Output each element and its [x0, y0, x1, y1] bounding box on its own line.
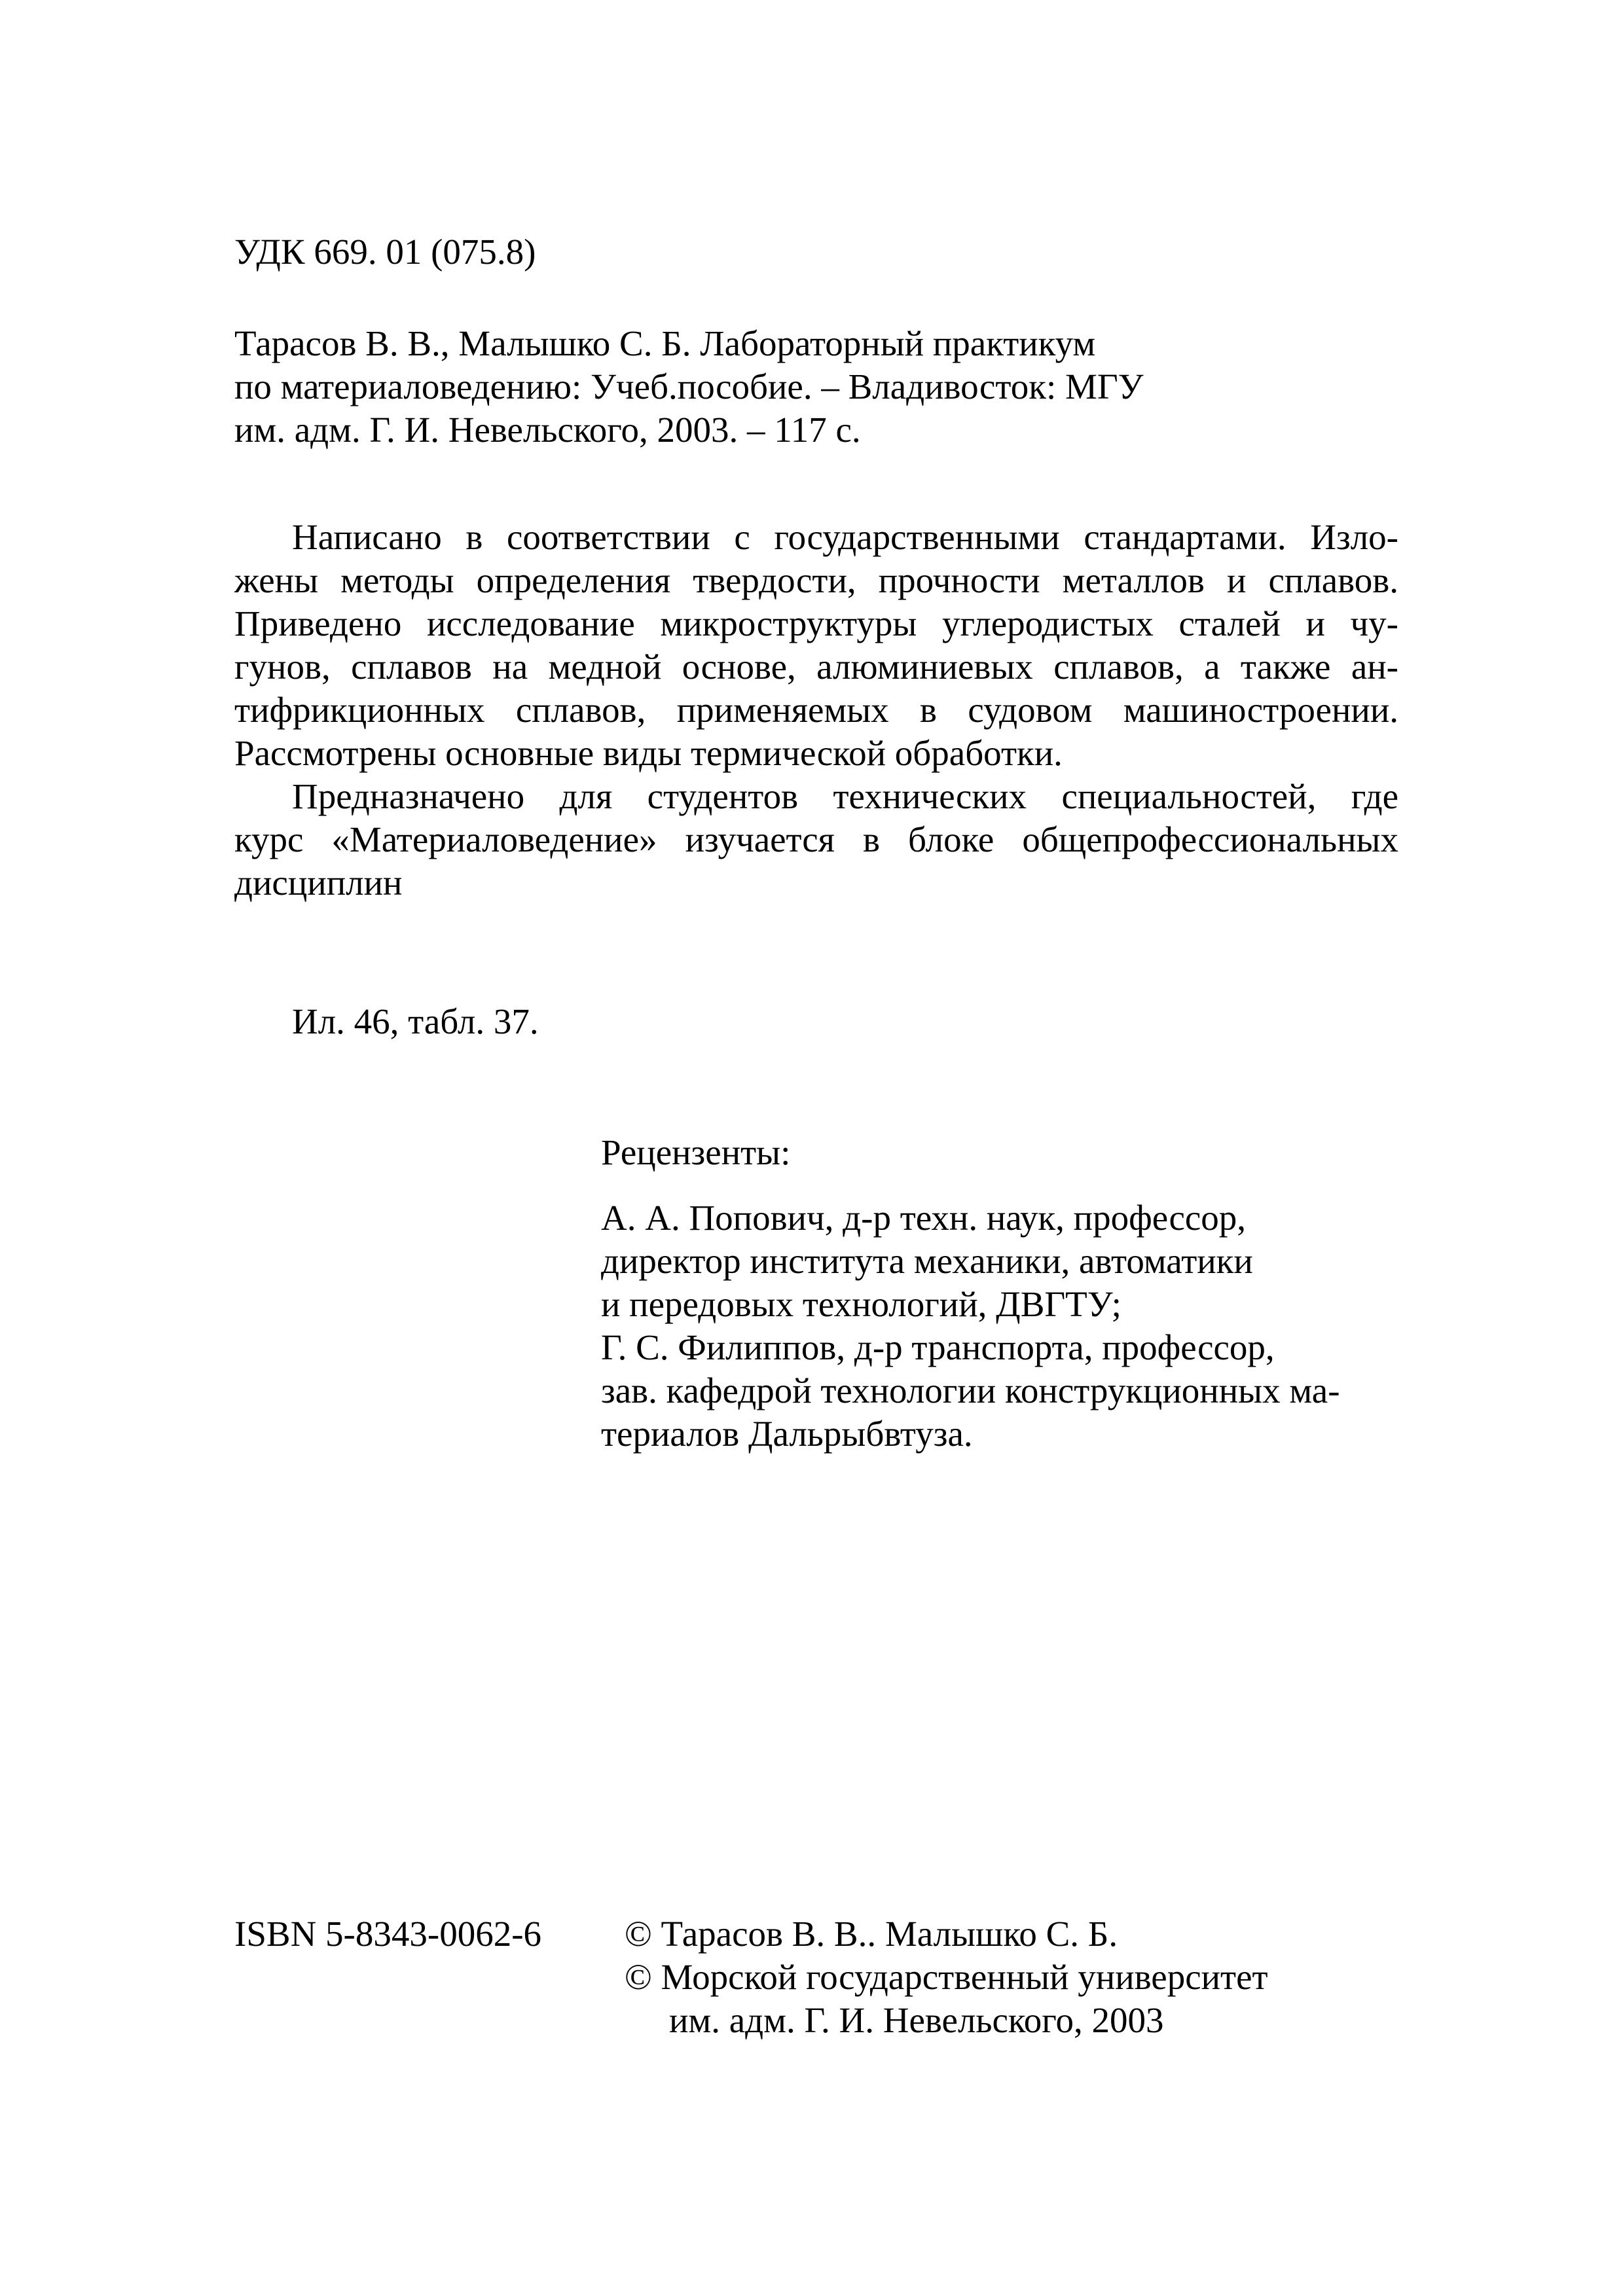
isbn: [234, 1912, 541, 1956]
udk-line: УДК 669. 01 (075.8): [234, 232, 536, 272]
abstract-line: гунов, сплавов на медной основе, алюминиевых сплавов, а также ан-: [234, 647, 1398, 687]
copyright-line: © Тарасов В. В.. Малышко С. Б.: [625, 1914, 1118, 1954]
abstract-line: Предназначено для студентов технических специальностей, где: [292, 776, 1398, 816]
abstract-line: Приведено исследование микроструктуры углеродистых сталей и чу-: [234, 603, 1398, 643]
copyright-notices: [625, 1912, 1268, 2042]
copyright-line: © Морской государственный университет: [625, 1957, 1268, 1997]
reviewers-heading: Рецензенты:: [601, 1132, 791, 1172]
illustrations-line: Ил. 46, табл. 37.: [292, 1001, 539, 1041]
abstract-line: дисциплин: [234, 863, 403, 903]
reviewer-line: Г. С. Филиппов, д-р транспорта, профессор,: [601, 1327, 1275, 1367]
reviewer-line: и передовых технологий, ДВГТУ;: [601, 1284, 1122, 1324]
udk-code: [234, 230, 536, 274]
abstract-line: курс «Материаловедение» изучается в блоке общепрофессиональных: [234, 819, 1398, 859]
isbn-line: ISBN 5-8343-0062-6: [234, 1914, 542, 1954]
biblio-line: по материаловедению: Учеб.пособие. – Владивосток: МГУ: [234, 367, 1144, 406]
illustrations-count: [292, 1000, 539, 1043]
reviewers-list: [601, 1196, 1340, 1456]
reviewer-line: териалов Дальрыбвтуза.: [601, 1414, 973, 1454]
reviewer-line: директор института механики, автоматики: [601, 1241, 1253, 1281]
abstract: [234, 516, 1398, 905]
abstract-line: тифрикционных сплавов, применяемых в судовом машиностроении.: [234, 690, 1398, 730]
biblio-line: им. адм. Г. И. Невельского, 2003. – 117 с.: [234, 410, 861, 450]
reviewer-line: зав. кафедрой технологии конструкционных ма-: [601, 1371, 1340, 1410]
abstract-line: Рассмотрены основные виды термической обработки.: [234, 733, 1063, 773]
abstract-line: жены методы определения твердости, прочности металлов и сплавов.: [234, 560, 1398, 600]
reviewer-line: А. А. Попович, д-р техн. наук, профессор,: [601, 1198, 1247, 1238]
reviewers-title: [601, 1131, 790, 1174]
copyright-line: им. адм. Г. И. Невельского, 2003: [669, 2000, 1164, 2040]
bibliographic-record: [234, 322, 1144, 452]
biblio-line: Тарасов В. В., Малышко С. Б. Лабораторный практикум: [234, 323, 1096, 363]
abstract-line: Написано в соответствии с государственными стандартами. Изло-: [292, 517, 1398, 557]
